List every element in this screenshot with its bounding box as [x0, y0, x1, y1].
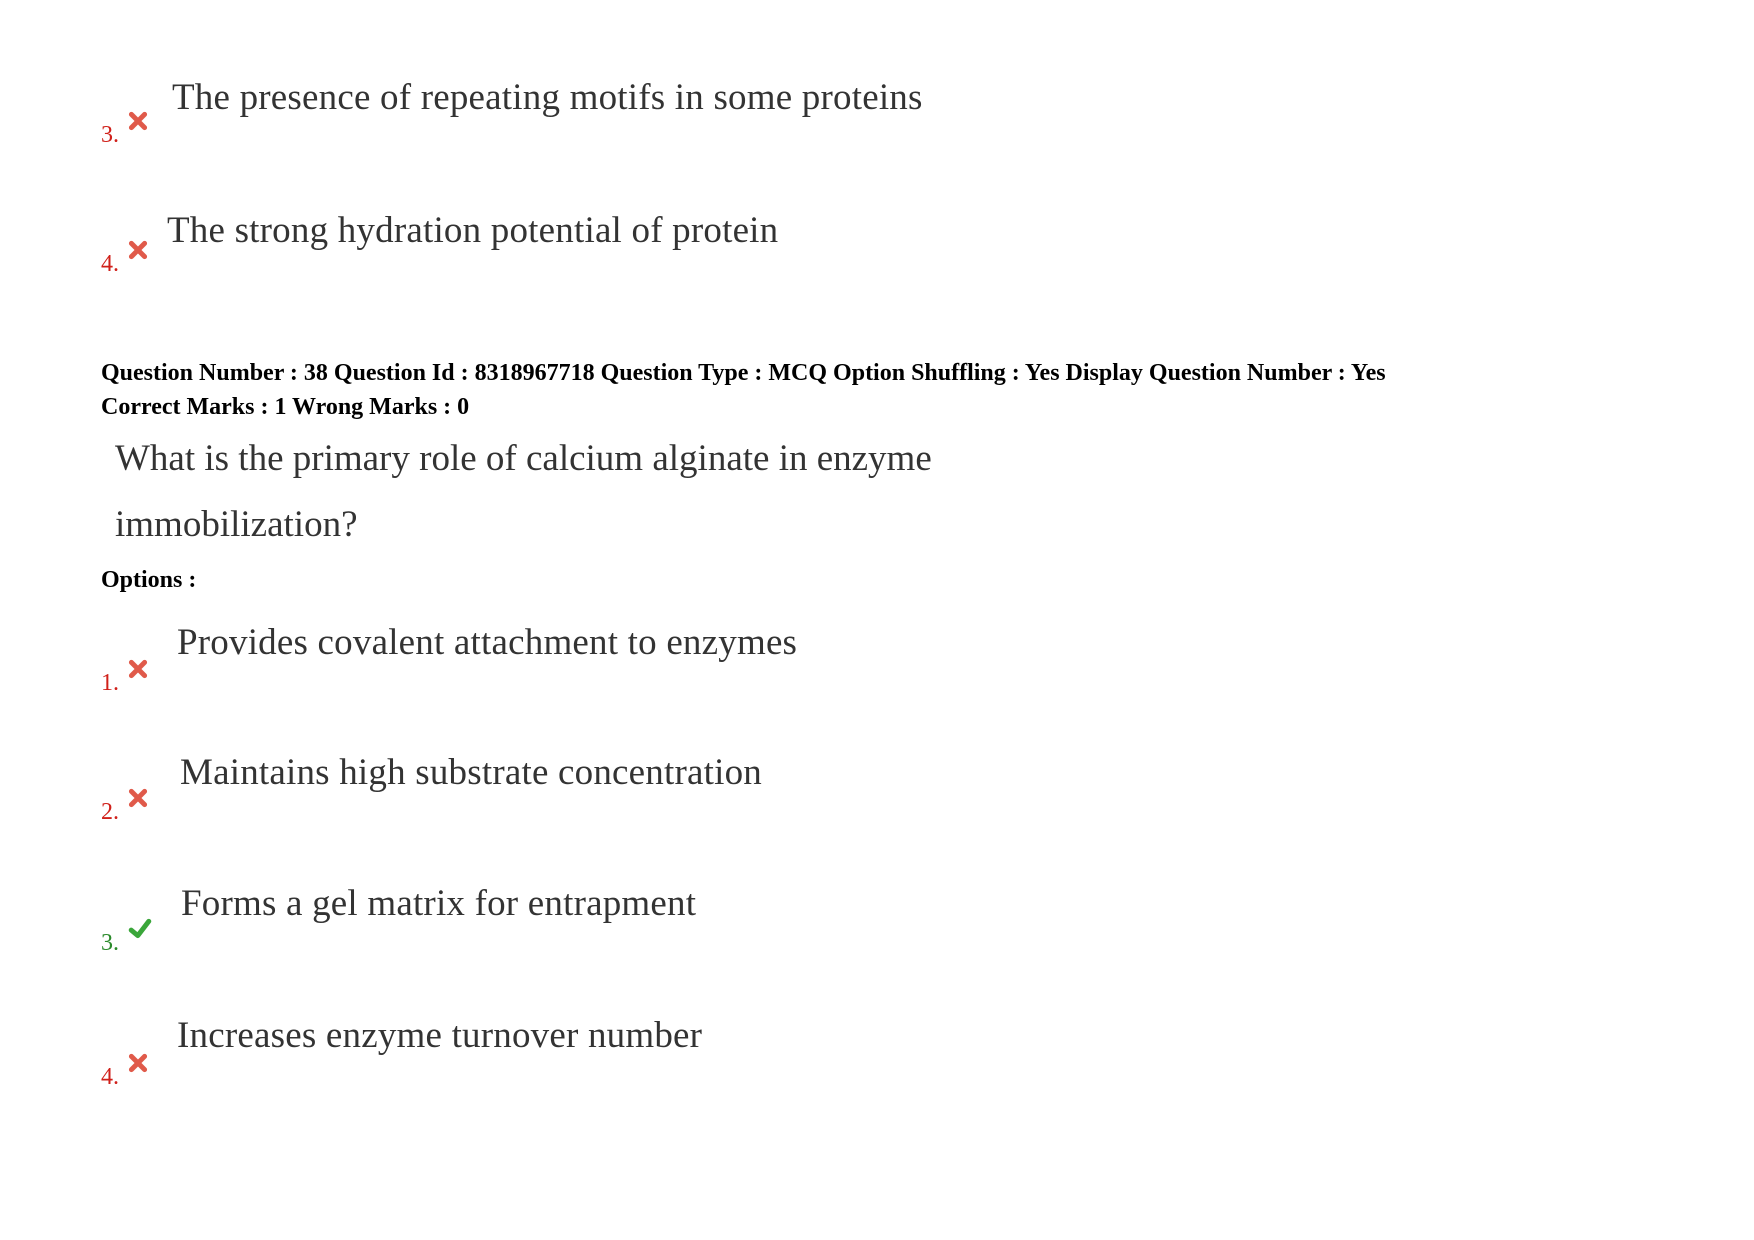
option-marker: [101, 668, 149, 697]
question-text-line2: immobilization?: [115, 504, 358, 545]
question-meta: Question Number : 38 Question Id : 8318967718 Question Type : MCQ Option Shuffling : Yes Display Question Number : Yes: [101, 360, 1386, 386]
option-marker: [101, 1062, 149, 1091]
cross-icon: [127, 787, 149, 809]
option-marker: [101, 120, 149, 149]
option-number: 4.: [101, 251, 119, 277]
option-text: Provides covalent attachment to enzymes: [177, 622, 798, 663]
options-label: Options :: [101, 567, 197, 593]
option-number: 3.: [101, 122, 119, 148]
cross-icon: [127, 658, 149, 680]
cross-icon: [127, 1052, 149, 1074]
option-text: The presence of repeating motifs in some proteins: [172, 77, 923, 118]
option-marker: [101, 928, 153, 957]
option-number: 4.: [101, 1064, 119, 1090]
option-marker: [101, 797, 149, 826]
option-text: Forms a gel matrix for entrapment: [181, 883, 697, 924]
option-text: The strong hydration potential of protein: [167, 210, 779, 251]
option-number: 1.: [101, 670, 119, 696]
cross-icon: [127, 110, 149, 132]
option-number: 2.: [101, 799, 119, 825]
question-text-line1: What is the primary role of calcium alginate in enzyme: [115, 438, 932, 479]
cross-icon: [127, 239, 149, 261]
option-number: 3.: [101, 930, 119, 956]
option-text: Increases enzyme turnover number: [177, 1015, 703, 1056]
option-marker: [101, 249, 149, 278]
question-marks: Correct Marks : 1 Wrong Marks : 0: [101, 394, 470, 420]
option-text: Maintains high substrate concentration: [180, 752, 762, 793]
check-icon: [127, 918, 153, 940]
